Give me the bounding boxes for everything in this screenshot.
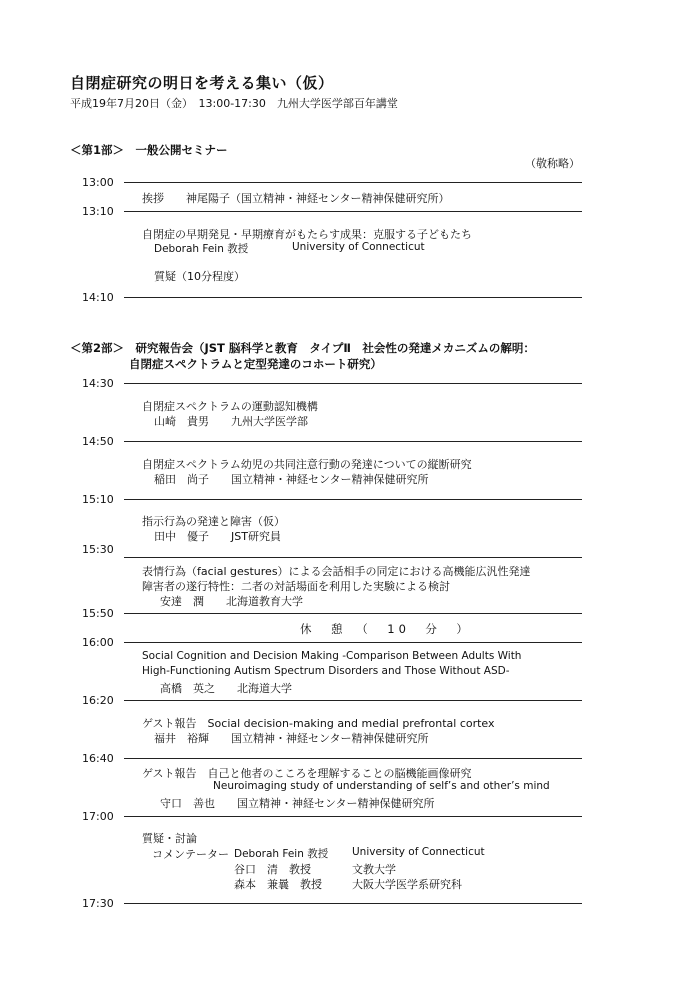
schedule-rule xyxy=(124,557,582,558)
part2-heading-line2: 自閉症スペクトラムと定型発達のコホート研究） xyxy=(129,357,382,371)
talk-title-line2: 障害者の遂行特性：二者の対話場面を利用した実験による検討 xyxy=(142,580,450,593)
time-label: 15:10 xyxy=(82,493,114,506)
commentator-affiliation: 大阪大学医学系研究科 xyxy=(352,878,462,891)
part2-heading-line1: ＜第2部＞ 研究報告会（JST 脳科学と教育 タイプⅡ 社会性の発達メカニズムの解明： xyxy=(70,341,535,355)
talk-speaker: 高橋 英之 北海道大学 xyxy=(160,682,292,695)
time-label: 15:30 xyxy=(82,543,114,556)
schedule-rule xyxy=(124,700,582,701)
time-label: 16:00 xyxy=(82,636,114,649)
lecture-affiliation: University of Connecticut xyxy=(292,241,425,253)
time-label: 13:10 xyxy=(82,205,114,218)
commentator-name: Deborah Fein 教授 xyxy=(234,848,329,860)
schedule-rule xyxy=(124,383,582,384)
talk-title: 自閉症スペクトラムの運動認知機構 xyxy=(142,400,318,413)
talk-title-line2: High-Functioning Autism Spectrum Disorders and Those Without ASD- xyxy=(142,665,510,677)
time-label: 16:40 xyxy=(82,752,114,765)
part1-heading: ＜第1部＞ 一般公開セミナー xyxy=(70,143,228,157)
honorific-note: （敬称略） xyxy=(525,157,580,170)
talk-title-line2: Neuroimaging study of understanding of self’s and other’s mind xyxy=(213,780,550,792)
page-title: 自閉症研究の明日を考える集い（仮） xyxy=(70,74,334,92)
time-label: 14:50 xyxy=(82,435,114,448)
commentator-label: コメンテーター xyxy=(152,848,229,861)
talk-speaker: 山崎 貴男 九州大学医学部 xyxy=(154,415,308,428)
time-label: 14:10 xyxy=(82,291,114,304)
talk-title-line1: ゲスト報告 自己と他者のこころを理解することの脳機能画像研究 xyxy=(142,767,472,780)
time-label: 13:00 xyxy=(82,176,114,189)
time-label: 17:00 xyxy=(82,810,114,823)
qa-entry: 質疑（10分程度） xyxy=(154,270,245,283)
schedule-rule xyxy=(124,211,582,212)
schedule-rule xyxy=(124,297,582,298)
schedule-rule xyxy=(124,816,582,817)
talk-speaker: 安達 潤 北海道教育大学 xyxy=(160,595,303,608)
schedule-rule xyxy=(124,182,582,183)
commentator-name: 森本 兼曩 教授 xyxy=(234,878,322,891)
schedule-rule xyxy=(124,613,582,614)
commentator-affiliation: University of Connecticut xyxy=(352,846,485,858)
break-label: 休 憩 （ 10 分 ） xyxy=(300,622,472,636)
talk-speaker: 福井 裕輝 国立精神・神経センター精神保健研究所 xyxy=(154,732,429,745)
discussion-label: 質疑・討論 xyxy=(142,832,197,845)
talk-title-line1: 表情行為（facial gestures）による会話相手の同定における高機能広汎性発達 xyxy=(142,565,531,578)
schedule-rule xyxy=(124,903,582,904)
talk-title: 指示行為の発達と障害（仮） xyxy=(142,515,285,528)
schedule-rule xyxy=(124,499,582,500)
schedule-rule xyxy=(124,441,582,442)
commentator-name: 谷口 清 教授 xyxy=(234,863,311,876)
event-date-venue: 平成19年7月20日（金） 13:00-17:30 九州大学医学部百年講堂 xyxy=(70,97,398,110)
talk-title: 自閉症スペクトラム幼児の共同注意行動の発達についての縦断研究 xyxy=(142,458,472,471)
schedule-rule xyxy=(124,642,582,643)
time-label: 15:50 xyxy=(82,607,114,620)
lecture-title: 自閉症の早期発見・早期療育がもたらす成果：克服する子どもたち xyxy=(142,228,472,241)
time-label: 14:30 xyxy=(82,377,114,390)
talk-title: ゲスト報告 Social decision-making and medial prefrontal cortex xyxy=(142,717,495,730)
commentator-affiliation: 文教大学 xyxy=(352,863,396,876)
lecture-speaker: Deborah Fein 教授 xyxy=(154,243,249,255)
talk-speaker: 稲田 尚子 国立精神・神経センター精神保健研究所 xyxy=(154,473,429,486)
greeting-entry: 挨拶 神尾陽子（国立精神・神経センター精神保健研究所） xyxy=(142,192,450,205)
time-label: 17:30 xyxy=(82,897,114,910)
talk-speaker: 田中 優子 JST研究員 xyxy=(154,530,281,543)
talk-title-line1: Social Cognition and Decision Making -Comparison Between Adults With xyxy=(142,650,522,662)
schedule-rule xyxy=(124,758,582,759)
talk-speaker: 守口 善也 国立精神・神経センター精神保健研究所 xyxy=(160,797,435,810)
time-label: 16:20 xyxy=(82,694,114,707)
